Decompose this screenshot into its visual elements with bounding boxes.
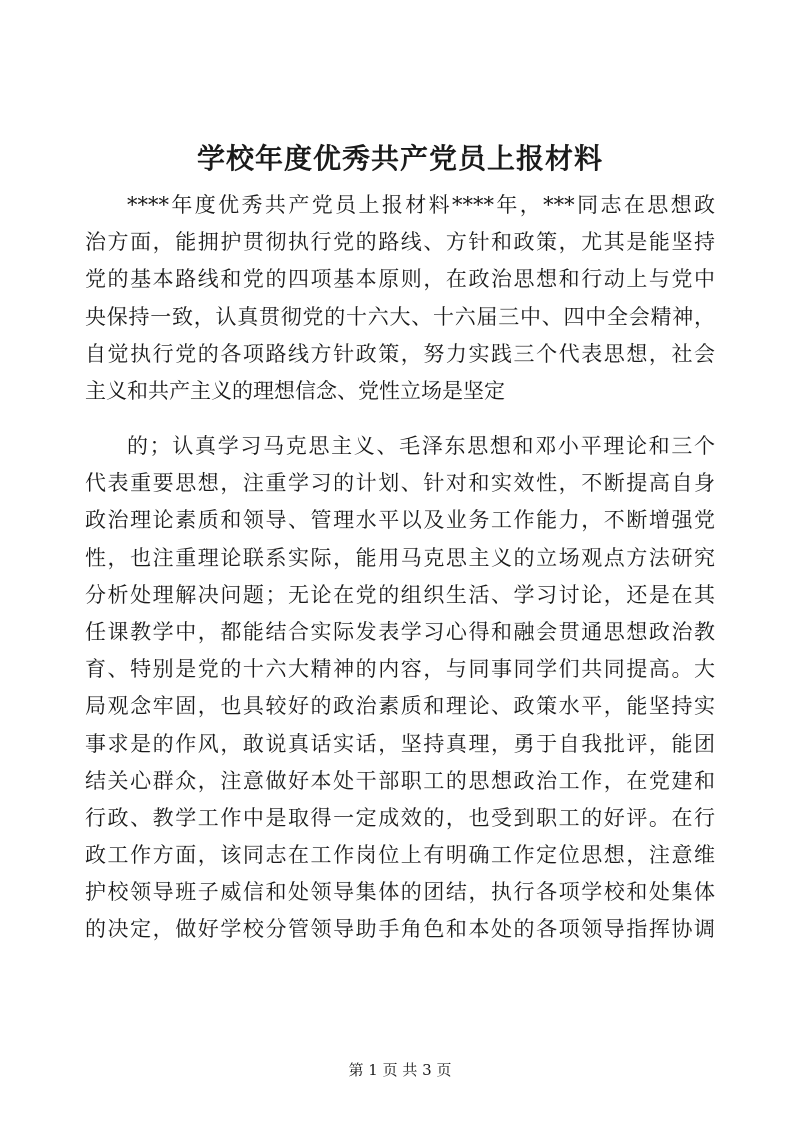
paragraph-line: 行政、教学工作中是取得一定成效的，也受到职工的好评。在行 bbox=[85, 805, 715, 830]
paragraph-line: 性，也注重理论联系实际，能用马克思主义的立场观点方法研究 bbox=[85, 545, 715, 570]
paragraph-2 bbox=[85, 428, 715, 949]
paragraph-line: 结关心群众，注意做好本处干部职工的思想政治工作，在党建和 bbox=[85, 768, 715, 793]
paragraph-line: 分析处理解决问题；无论在党的组织生活、学习讨论，还是在其 bbox=[85, 582, 715, 607]
paragraph-line: 政治理论素质和领导、管理水平以及业务工作能力，不断增强党 bbox=[85, 508, 715, 533]
page-footer: 第 1 页 共 3 页 bbox=[348, 1061, 452, 1079]
paragraph-line: 的决定，做好学校分管领导助手角色和本处的各项领导指挥协调 bbox=[85, 917, 715, 942]
paragraph-line: 主义和共产主义的理想信念、党性立场是坚定 bbox=[85, 378, 505, 403]
paragraph-line: 政工作方面，该同志在工作岗位上有明确工作定位思想，注意维 bbox=[85, 843, 715, 868]
paragraph-line: ****年度优秀共产党员上报材料****年，***同志在思想政 bbox=[127, 193, 715, 217]
paragraph-line: 的；认真学习马克思主义、毛泽东思想和邓小平理论和三个 bbox=[127, 434, 715, 458]
paragraph-1 bbox=[85, 187, 715, 410]
paragraph-line: 治方面，能拥护贯彻执行党的路线、方针和政策，尤其是能坚持 bbox=[85, 230, 715, 255]
paragraph-line: 自觉执行党的各项路线方针政策，努力实践三个代表思想，社会 bbox=[85, 341, 715, 366]
paragraph-line: 事求是的作风，敢说真话实话，坚持真理，勇于自我批评，能团 bbox=[85, 731, 715, 756]
paragraph-line: 央保持一致，认真贯彻党的十六大、十六届三中、四中全会精神， bbox=[85, 304, 715, 329]
paragraph-line: 局观念牢固，也具较好的政治素质和理论、政策水平，能坚持实 bbox=[85, 694, 715, 719]
paragraph-line: 代表重要思想，注重学习的计划、针对和实效性，不断提高自身 bbox=[85, 471, 715, 496]
document-title: 学校年度优秀共产党员上报材料 bbox=[196, 142, 603, 175]
paragraph-line: 任课教学中，都能结合实际发表学习心得和融会贯通思想政治教 bbox=[85, 619, 715, 644]
paragraph-line: 党的基本路线和党的四项基本原则，在政治思想和行动上与党中 bbox=[85, 267, 715, 292]
paragraph-line: 护校领导班子威信和处领导集体的团结，执行各项学校和处集体 bbox=[85, 880, 715, 905]
paragraph-line: 育、特别是党的十六大精神的内容，与同事同学们共同提高。大 bbox=[85, 657, 715, 682]
